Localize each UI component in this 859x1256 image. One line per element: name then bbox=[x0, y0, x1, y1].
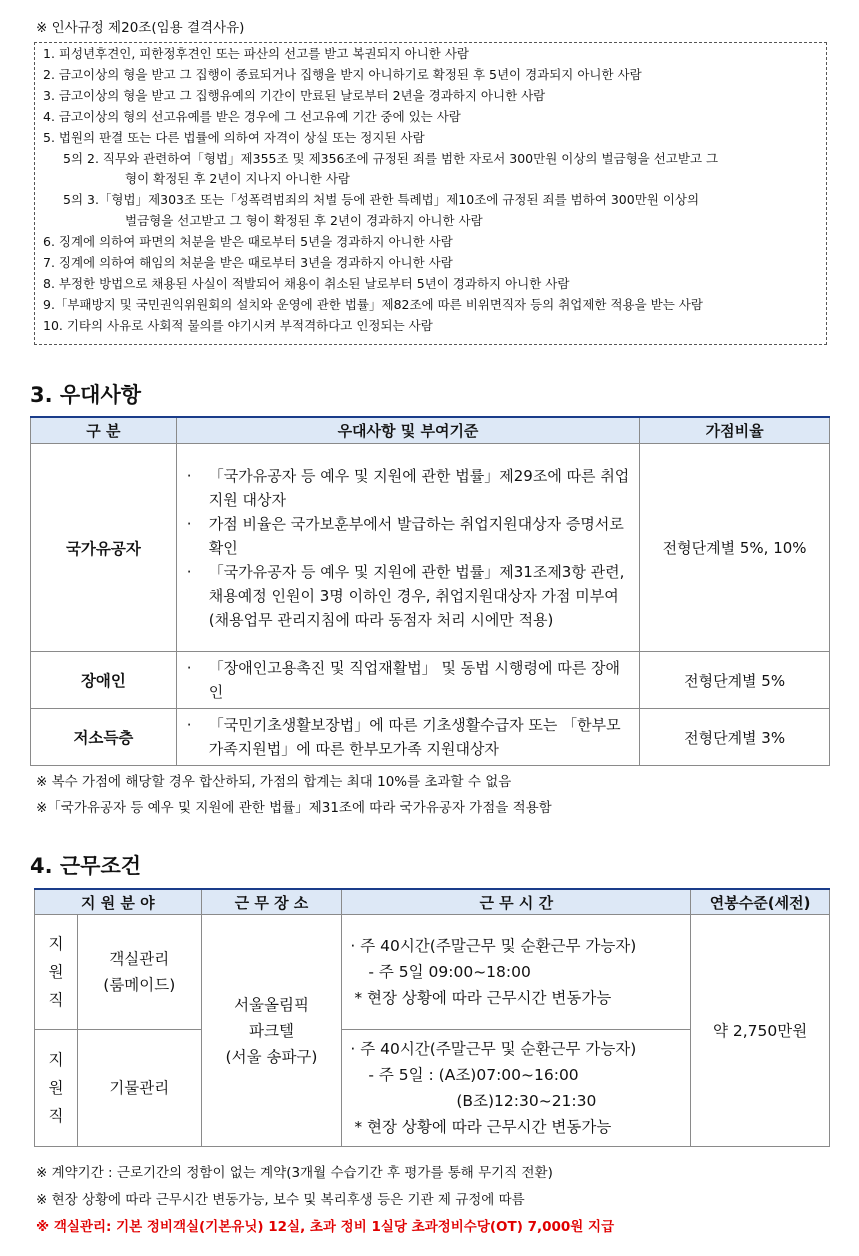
header-location: 근 무 장 소 bbox=[201, 889, 342, 915]
reg-line-4: 4. 금고이상의 형의 선고유예를 받은 경우에 그 선고유예 기간 중에 있는 사람 bbox=[43, 108, 461, 124]
field-cell: 기물관리 bbox=[77, 1030, 201, 1147]
job-type-label: 지 원 직 bbox=[35, 915, 78, 1030]
list-item: · 「장애인고용촉진 및 직업재활법」 및 동법 시행령에 따른 장애인 bbox=[185, 656, 631, 704]
reg-line-5-3: 5의 3.「형법」제303조 또는「성폭력범죄의 처벌 등에 관한 특례법」제10조에 규정된 죄를 범하여 300만원 이상의 bbox=[63, 192, 700, 208]
location-cell: 서울올림픽 파크텔 (서울 송파구) bbox=[201, 915, 342, 1147]
reg-line-6: 6. 징계에 의하여 파면의 처분을 받은 때로부터 5년을 경과하지 아니한 사람 bbox=[43, 234, 453, 250]
bullet-icon: · bbox=[186, 716, 192, 734]
work-conditions-table bbox=[34, 888, 830, 1147]
list-item: · 「국민기초생활보장법」에 따른 기초생활수급자 또는 「한부모가족지원법」에 따른 한부모가족 지원대상자 bbox=[185, 713, 631, 761]
reg-line-1: 1. 피성년후견인, 피한정후견인 또는 파산의 선고를 받고 복권되지 아니한 사람 bbox=[43, 46, 469, 61]
table-row bbox=[35, 915, 830, 1030]
header-rate: 가점비율 bbox=[640, 417, 830, 444]
hours-cell: · 주 40시간(주말근무 및 순환근무 가능자) - 주 5일 09:00~18:00 * 현장 상황에 따라 근무시간 변동가능 bbox=[342, 915, 691, 1030]
section3-heading: 3. 우대사항 bbox=[30, 383, 142, 407]
work-header-row bbox=[35, 889, 830, 915]
preference-note-2: ※「국가유공자 등 예우 및 지원에 관한 법률」제31조에 따라 국가유공자 가점을 적용함 bbox=[36, 800, 552, 816]
table-row bbox=[31, 444, 830, 652]
reg-line-9: 9.「부패방지 및 국민권익위원회의 설치와 운영에 관한 법률」제82조에 따른 비위면직자 등의 취업제한 적용을 받는 사람 bbox=[43, 296, 703, 312]
reg-line-5-2-cont: 형이 확정된 후 2년이 지나지 아니한 사람 bbox=[125, 171, 350, 187]
hours-cell: · 주 40시간(주말근무 및 순환근무 가능자) - 주 5일 : (A조)07:00~16:00 (B조)12:30~21:30 * 현장 상황에 따라 근무시간 변동가능 bbox=[342, 1030, 691, 1147]
bullet-icon: · bbox=[186, 514, 192, 533]
reg-line-3: 3. 금고이상의 형을 받고 그 집행유예의 기간이 만료된 날로부터 2년을 경과하지 아니한 사람 bbox=[43, 87, 546, 103]
list-item: · 「국가유공자 등 예우 및 지원에 관한 법률」제31조제3항 관련, 채용예정 인원이 3명 이하인 경우, 취업지원대상자 가점 미부여(채용업무 관리지침에 따라 동점자 처리 시에만 적용) bbox=[185, 560, 631, 632]
reg-line-5: 5. 법원의 판결 또는 다른 법률에 의하여 자격이 상실 또는 정지된 사람 bbox=[43, 129, 425, 145]
rate-cell: 전형단계별 5%, 10% bbox=[640, 444, 830, 652]
reg-line-2: 2. 금고이상의 형을 받고 그 집행이 종료되거나 집행을 받지 아니하기로 확정된 후 5년이 경과되지 아니한 사람 bbox=[43, 66, 642, 82]
header-salary: 연봉수준(세전) bbox=[691, 889, 830, 915]
work-note-1: ※ 계약기간 : 근로기간의 정함이 없는 계약(3개월 수습기간 후 평가를 통해 무기직 전환) bbox=[36, 1165, 553, 1181]
bullet-icon: · bbox=[186, 466, 192, 485]
table-row bbox=[31, 709, 830, 766]
rate-cell: 전형단계별 3% bbox=[640, 709, 830, 766]
reg-line-8: 8. 부정한 방법으로 채용된 사실이 적발되어 채용이 취소된 날로부터 5년이 경과하지 아니한 사람 bbox=[43, 275, 570, 291]
regulation-title: ※ 인사규정 제20조(임용 결격사유) bbox=[36, 20, 245, 36]
list-item: · 가점 비율은 국가보훈부에서 발급하는 취업지원대상자 증명서로 확인 bbox=[185, 512, 631, 560]
section4-heading: 4. 근무조건 bbox=[30, 854, 142, 878]
header-hours: 근 무 시 간 bbox=[342, 889, 691, 915]
job-type-label: 지 원 직 bbox=[35, 1030, 78, 1147]
header-field: 지 원 분 야 bbox=[35, 889, 202, 915]
reg-line-5-3-cont: 벌금형을 선고받고 그 형이 확정된 후 2년이 경과하지 아니한 사람 bbox=[125, 213, 483, 229]
table-row bbox=[31, 652, 830, 709]
work-note-2: ※ 현장 상황에 따라 근무시간 변동가능, 보수 및 복리후생 등은 기관 제 규정에 따름 bbox=[36, 1192, 525, 1208]
salary-cell: 약 2,750만원 bbox=[691, 915, 830, 1147]
preference-note-1: ※ 복수 가점에 해당할 경우 합산하되, 가점의 합계는 최대 10%를 초과할 수 없음 bbox=[36, 774, 512, 790]
category-cell: 국가유공자 bbox=[31, 444, 177, 652]
header-criteria: 우대사항 및 부여기준 bbox=[176, 417, 639, 444]
field-cell: 객실관리 (룸메이드) bbox=[77, 915, 201, 1030]
category-cell: 장애인 bbox=[31, 652, 177, 709]
criteria-cell bbox=[176, 652, 639, 709]
reg-line-5-2: 5의 2. 직무와 관련하여「형법」제355조 및 제356조에 규정된 죄를 범한 자로서 300만원 이상의 벌금형을 선고받고 그 bbox=[63, 150, 719, 166]
reg-line-10: 10. 기타의 사유로 사회적 물의를 야기시켜 부적격하다고 인정되는 사람 bbox=[43, 317, 433, 333]
criteria-cell bbox=[176, 444, 639, 652]
criteria-cell bbox=[176, 709, 639, 766]
bullet-icon: · bbox=[186, 659, 192, 677]
category-cell: 저소득층 bbox=[31, 709, 177, 766]
work-note-red: ※ 객실관리: 기본 정비객실(기본유닛) 12실, 초과 정비 1실당 초과정비수당(OT) 7,000원 지급 bbox=[36, 1219, 615, 1235]
list-item: · 「국가유공자 등 예우 및 지원에 관한 법률」제29조에 따른 취업지원 대상자 bbox=[185, 464, 631, 512]
rate-cell: 전형단계별 5% bbox=[640, 652, 830, 709]
preference-table bbox=[30, 416, 830, 766]
regulation-box bbox=[34, 42, 827, 345]
preference-header-row bbox=[31, 417, 830, 444]
header-category: 구 분 bbox=[31, 417, 177, 444]
reg-line-7: 7. 징계에 의하여 해임의 처분을 받은 때로부터 3년을 경과하지 아니한 사람 bbox=[43, 255, 453, 271]
bullet-icon: · bbox=[186, 562, 192, 581]
